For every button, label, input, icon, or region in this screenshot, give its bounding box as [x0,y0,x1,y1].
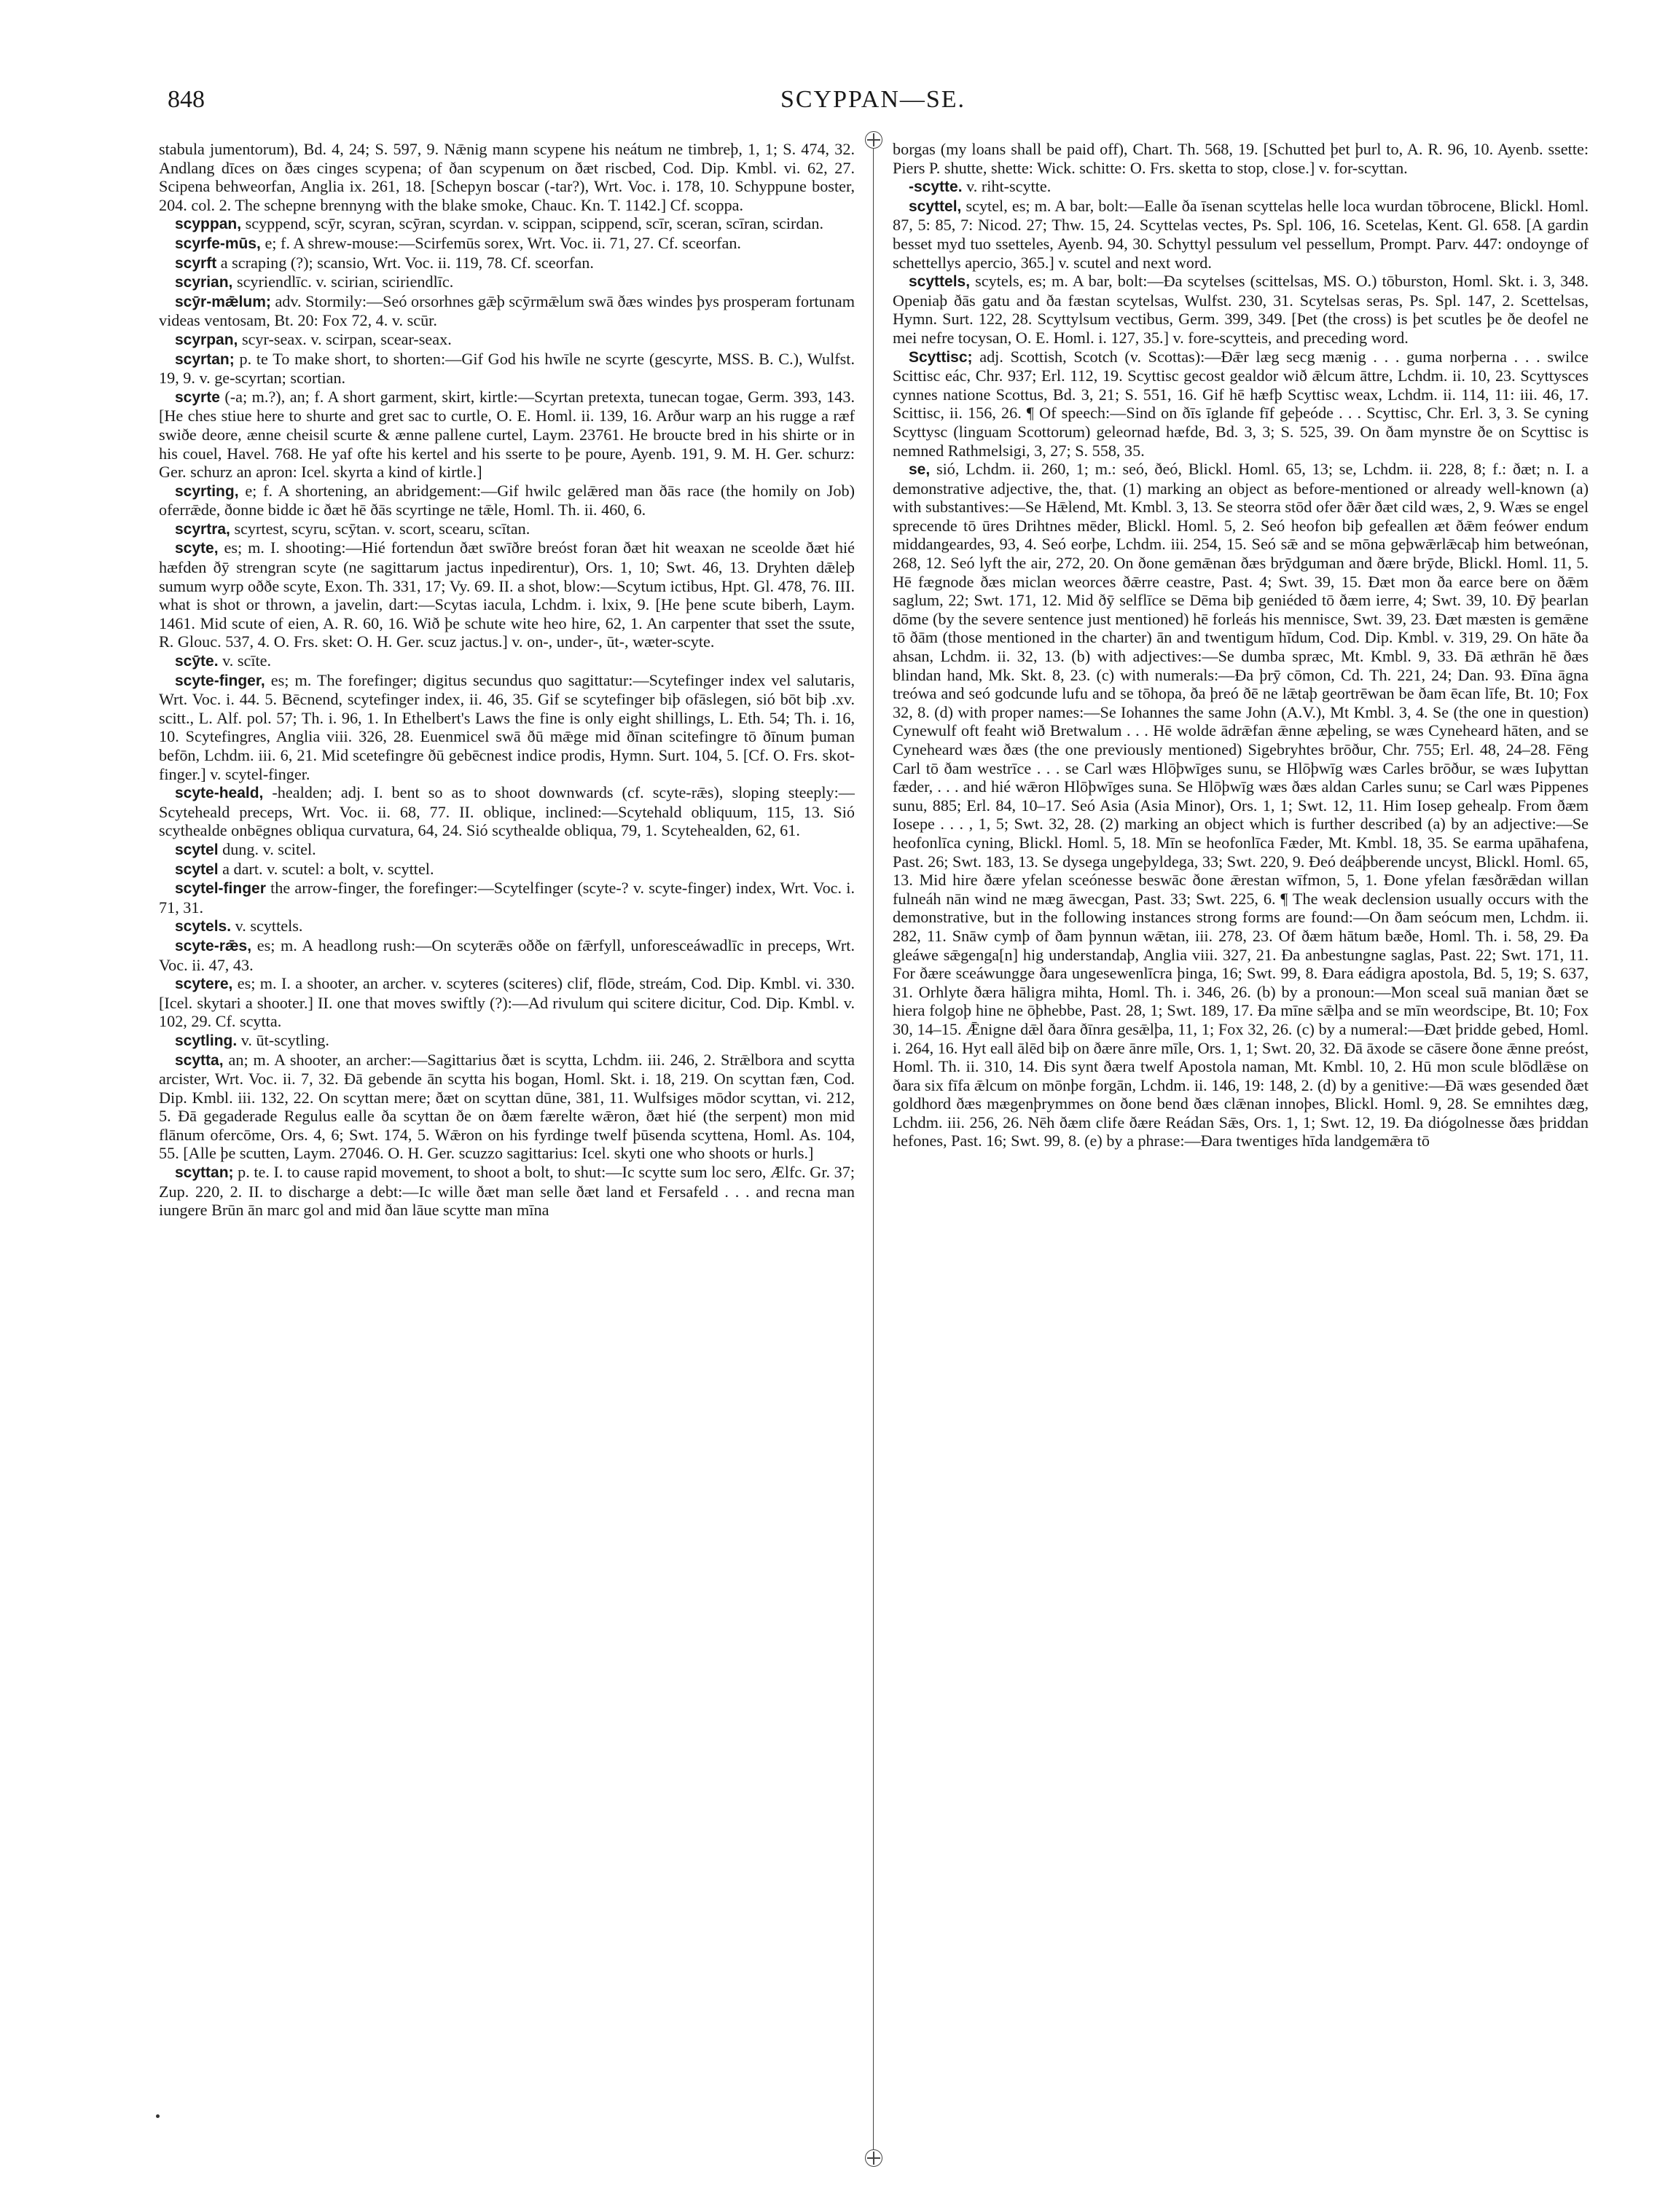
registration-mark-icon [865,2149,882,2167]
entry-text: es; m. The forefinger; digitus secundus quo sagittatur:—Scytefinger index vel salutaris, Wrt. Voc. i. 44. 5. Bēcnend, scytefinger index, ii. 46, 35. Gif se scytefinger biþ ofāslegen, sió bōt biþ .xv. scitt., L. Alf. pol. 57; Th. i. 96, 1. In Ethelbert's Laws the fine is only eight shillings, L. Eth. 54; Th. i. 16, 10. Scytefingres, Anglia viii. 326, 28. Euenmicel swā ðū mǣge mid ðīnan scitefingre tō ðīnum þuman befōn, Lchdm. iii. 6, 21. Mid scetefingre ðū gebēcnest indice prodis, Hymn. Surt. 104, 5. [Cf. O. Frs. skot-finger.] v. scytel-finger. [159,670,855,783]
dictionary-entry [159,860,855,879]
headword: scyrtan; [175,350,235,368]
dictionary-entry [159,350,855,388]
headword: se, [909,461,931,479]
running-head [168,86,1578,122]
dictionary-entry [159,254,855,273]
page-title: SCYPPAN—SE. [780,86,966,113]
entry-text: scyr-seax. v. scirpan, scear-seax. [238,329,452,348]
headword: scytel [175,860,219,878]
entry-text: adj. Scottish, Scotch (v. Scottas):—Ðǣr læg secg mænig . . . guma norþerna . . . swilce Scittisc eác, Chr. 937; Erl. 112, 19. Scyttisc gecost gealdor wið ǣlcum āttre, Lchdm. ii. 10, 23. Scyttysces cynnes natione Scottus, Bd. 3, 21; S. 551, 16. Gif hē hæfþ Scyttisc weax, Lchdm. ii. 114, 11: iii. 46, 17. Scittisc, ii. 156, 26. ¶ Of speech:—Sind on ðīs īglande fīf geþeóde . . . Scyttisc, Chr. Erl. 3, 3. Se cyning Scyttysc (linguam Scottorum) geleornad hæfde, Bd. 3, 3; S. 525, 39. On ðam mynstre ðe on Scyttisc is nemned Rathmelsigi, 3, 27; S. 558, 35. [893,347,1589,460]
headword: scyrfe-mūs, [175,235,261,252]
dictionary-entry [893,348,1589,460]
headword: scyttels, [909,273,971,291]
dictionary-entry [159,388,855,482]
dictionary-entry [159,783,855,840]
entry-text: scyrtest, scyru, scȳtan. v. scort, scearu, scītan. [230,519,530,538]
dictionary-entry [893,197,1589,272]
entry-text: v. scyttels. [231,917,303,936]
headword: scyppan, [175,216,242,233]
headword: scytel-finger [175,880,266,898]
dictionary-entry [159,840,855,860]
entry-text: an; m. A shooter, an archer:—Sagittarius ðæt is scytta, Lchdm. iii. 246, 2. Strǣlbora and scytta arcister, Wrt. Voc. ii. 7, 32. Ðā gebende ān scytta his bogan, Homl. Skt. i. 18, 219. On scyttan fæn, Cod. Dip. Kmbl. iii. 132, 22. On scyttan mere; ðæt on scyttan dūne, 381, 11. Wulfsiges mōdor scyttan, vi. 212, 5. Ðā gegaderade Regulus ealle ða scyttan ðe on ðæm færelte wǣron, ðæt hié (the serpent) mon mid flānum ofercōme, Ors. 4, 6; Swt. 174, 5. Wǣron on his fyrdinge twelf þūsenda scyttena, Homl. As. 104, 55. [Alle þe scutten, Laym. 27046. O. H. Ger. scuzzo sagittarius: Icel. skyti one who shoots or hurls.] [159,1050,855,1163]
dictionary-entry [159,1163,855,1220]
headword: scyrting, [175,482,239,500]
headword: scytling. [175,1032,238,1049]
entry-text: stabula jumentorum), Bd. 4, 24; S. 597, 9. Nǣnig mann scypene his neátum ne timbreþ, 1, 1; S. 474, 32. Andlang dīces on ðæs cinges scypena; of ðan scypenum on ðæt riscbed, Cod. Dip. Kmbl. vi. 62, 27. Scipena behweorfan, Anglia ix. 261, 18. [Schepyn boscar (-tar?), Wrt. Voc. i. 178, 10. Schyppune boster, 204. col. 2. The schepne brennyng with the blake smoke, Chauc. Kn. T. 1142.] Cf. scoppa. [159,140,855,214]
left-column [159,140,855,2173]
entry-text: p. te. I. to cause rapid movement, to shoot a bolt, to shut:—Ic scytte sum loc sero, Ælfc. Gr. 37; Zup. 220, 2. II. to discharge a debt:—Ic wille ðæt man selle ðæt land et Fersafeld . . . and recna man iungere Brūn ān marc gol and mid ðan lāue scytte man mīna [159,1163,855,1220]
entry-text: es; m. A headlong rush:—On scyterǣs oððe on fǣrfyll, unforesceáwadlīc in preceps, Wrt. Voc. ii. 47, 43. [159,936,855,974]
headword: scyrte [175,388,220,406]
dictionary-entry [159,234,855,254]
entry-text: borgas (my loans shall be paid off), Chart. Th. 568, 19. [Schutted þet þurl to, A. R. 96, 10. Ayenb. ssette: Piers P. shutte, shette: Wick. schitte: O. Frs. sketta to stop, close.] v. for-scyttan. [893,140,1589,177]
dictionary-entry [159,330,855,350]
headword: Scyttisc; [909,348,973,366]
headword: scyrpan, [175,331,238,348]
headword: scȳr-mǣlum; [175,293,271,310]
dictionary-entry [159,936,855,974]
entry-text: scyppend, scȳr, scyran, scȳran, scyrdan. v. scippan, scippend, scīr, sceran, scīran, scirdan. [241,214,824,233]
headword: scȳte. [175,653,219,670]
right-column [893,140,1589,2173]
entry-text: a dart. v. scutel: a bolt, v. scyttel. [218,859,434,878]
dictionary-entry [893,140,1589,177]
headword: scyte-rǣs, [175,937,252,954]
entry-text: p. te To make short, to shorten:—Gif God his hwīle ne scyrte (gescyrte, MSS. B. C.), Wulfst. 19, 9. v. ge-scyrtan; scortian. [159,349,855,388]
entry-text: es; m. I. a shooter, an archer. v. scyteres (sciteres) clif, flōde, streám, Cod. Dip. Kmbl. vi. 330. [Icel. skytari a shooter.] II. one that moves swiftly (?):—Ad rivulum qui scitere dicitur, Cod. Dip. Kmbl. v. 102, 29. Cf. scytta. [159,974,855,1031]
dictionary-entry [893,460,1589,1150]
entry-text: -healden; adj. I. bent so as to shoot downwards (cf. scyte-rǣs), sloping steeply:—Scyteheald preceps, Wrt. Voc. ii. 68, 77. II. oblique, inclined:—Scytehald obliquum, 115, 13. Sió scythealde onbēgnes obliqua curvatura, 64, 24. Sió scythealde obliqua, 79, 1. Scytehealden, 62, 61. [159,783,855,840]
dictionary-entry [159,519,855,539]
headword: -scytte. [909,179,963,196]
headword: scyte-heald, [175,785,264,802]
headword: scyrtra, [175,520,230,538]
entry-text: scytels, es; m. A bar, bolt:—Ða scytelses (scittelsas, MS. O.) tōburston, Homl. Skt. i. 3, 348. Openiaþ ðās gatu and ða fæstan scytelsas, Wulfst. 230, 31. Scytelsas seras, Ps. Spl. 147, 2. Scettelsas, Hymn. Surt. 122, 28. Scyttylsum vectibus, Germ. 399, 349. [Þet (the cross) is þet scutles þe ðe deofel ne mei nefre tocysan, O. E. Homl. i. 127, 35.] v. fore-scytteis, and preceding word. [893,272,1589,347]
entry-text: a scraping (?); scansio, Wrt. Voc. ii. 119, 78. Cf. sceorfan. [216,253,594,272]
headword: scyte-finger, [175,672,265,689]
dictionary-entry [159,917,855,936]
entry-text: v. ūt-scytling. [237,1030,329,1049]
entry-text: scyriendlīc. v. scirian, sciriendlīc. [232,272,454,291]
entry-text: dung. v. scitel. [218,839,316,858]
dictionary-entry [159,292,855,330]
headword: scytel [175,841,219,858]
dictionary-entry [159,651,855,671]
entry-text: (-a; m.?), an; f. A short garment, skirt, kirtle:—Scyrtan pretexta, tunecan togae, Germ. 393, 143. [He ches stiue here to shurte and gret sac to curtle, O. E. Homl. ii. 139, 16. Arður warp an his rugge a ræf swiðe deore, ænne cheisil scurte & ænne pallene curtel, Laym. 23761. He broucte bred in his shirte or in his couel, Havel. 768. He yaf ofte his kertel and his sserte to þe poure, Ayenb. 191, 9. M. H. Ger. schurz: Ger. schurz an apron: Icel. skyrta a kind of kirtle.] [159,387,855,482]
dictionary-entry [159,974,855,1031]
entry-text: e; f. A shortening, an abridgement:—Gif hwilc gelǣred man ðās race (the homily on Job) oferrǣde, ðonne bidde ic ðæt hē ðās scyrtinge ne tǣle, Homl. Th. ii. 460, 6. [159,481,855,519]
dictionary-entry [159,1031,855,1051]
headword: scyte, [175,540,219,557]
dictionary-entry [893,177,1589,197]
entry-text: the arrow-finger, the forefinger:—Scytelfinger (scyte-? v. scyte-finger) index, Wrt. Voc. i. 71, 31. [159,879,855,917]
page-number: 848 [168,86,205,113]
headword: scyrft [175,254,217,272]
entry-text: sió, Lchdm. ii. 260, 1; m.: seó, ðeó, Blickl. Homl. 65, 13; se, Lchdm. ii. 228, 8; f.: ðæt; n. I. a demonstrative adjective, the, that. (1) marking an object as before-mentioned or already well-known (a) with substantives:—Se Hǣlend, Mt. Kmbl. 3, 13. Se steorra stōd ofer ðǣr ðæt cild wæs, 2, 9. Wæs se engel sprecende tō ūres Drihtnes mēder, Blickl. Homl. 5, 2. Seó heofon biþ gefeallen æt ðǣm feówer endum middangeardes, 93, 4. Seó eorþe, Lchdm. iii. 254, 15. Seó sǣ and se mōna geþwǣrlǣcaþ him betweónan, 268, 12. Seó lyft the air, 272, 20. On ðone gemǣnan ðæs brȳdguman and ðære brȳde, Blickl. Homl. 11, 5. Hē fægnode ðæs miclan weorces ðǣrre ceastre, Past. 4; Swt. 39, 15. Ðæt mon ða earce bere on ðǣm saglum, 22; Swt. 171, 12. Mid ðȳ selflīce se Dēma biþ geniéded tō ðæm ierre, 4; Swt. 39, 10. Ðȳ þearlan dōme (by the severe sentence just mentioned) hē forleás his mennisce, Swt. 39, 23. Ðæt mæsten is gemǣne tō ðām (those mentioned in the charter) ān and twentigum hīdum, Cod. Dip. Kmbl. v. 319, 29. On hāte ða ahsan, Lchdm. ii. 32, 13. (b) with adjectives:—Se dumba spræc, Mt. Kmbl. 9, 33. Ðā æthrān hē ðæs blindan hand, Mk. Skt. 8, 23. (c) with numerals:—Ða þrȳ cōmon, Cd. Th. 221, 24; Dan. 93. Ðīna āgna treówa and seó godcunde lufu and se tōhopa, ða þreó ðē ne lǣtaþ geortrēwan be ðam ēcan līfe, Bt. 10; Fox 32, 8. (d) with proper names:—Se Iohannes the same John (A.V.), Mt Kmbl. 3, 4. Se (the one in question) Cynewulf oft feaht wið Bretwalum . . . Hē wolde ādrǣfan ǣnne æþeling, se wæs Cyneheard hāten, and se Cyneheard wæs ðæs (the one previously mentioned) Sigebryhtes brōður, Chr. 755; Erl. 48, 24–28. Fēng Carl tō ðam westrīce . . . se Carl wæs Hlōþwīges sunu, se Hlōþwīg wæs Carles brōður, se wæs Iuþyttan fæder, . . . and hié wǣron Hlōþwīges suna. Se Hlōþwīg wæs ðæs aldan Carles sunu; se Carl wæs Pippenes sunu, 885; Erl. 84, 10–17. Seó Asia (Asia Minor), Ors. 1, 1; Swt. 12, 11. Him Iosep gehealp. From ðæm Iosepe . . . , 1, 5; Swt. 32, 28. (2) marking an object which is further described (a) by an adjective:—Se heofonlīca cyning, Blickl. Homl. 5, 18. Mīn se heofonlīca Fæder, Mt. Kmbl. 18, 35. Se earma upāhafena, Past. 26; Swt. 183, 13. Se dysega ungeþyldega, 33; Swt. 220, 9. Ðeó deáþberende uncyst, Blickl. Homl. 65, 13. Mid hire ðære yfelan sceónesse beswāc ðone ǣrestan wīfmon, 5, 1. Ðone yfelan fæsðrǣdan willan fulneáh nān wind ne mæg āwecgan, Past. 33; Swt. 225, 6. ¶ The weak declension usually occurs with the demonstrative, but in the following instances strong forms are found:—On ðam seócum men, Lchdm. ii. 282, 11. Snāw cymþ of ðam þynnun wǣtan, iii. 278, 23. Of ðæm hātum bæðe, Homl. Th. i. 58, 29. Ða gleáwe sǣgenga[n] hig understandaþ, Anglia viii. 327, 21. Ða anbestungne saglas, Past. 22; Swt. 171, 11. For ðære sceáwunggе ðara ungesewenlīcra þinga, 16; Swt. 99, 8. Ðara eádigra apostola, Bd. 5, 19; S. 637, 31. Orhlyte ðæra hāligra mihta, Homl. Th. i. 346, 26. (b) by a pronoun:—Mon sceal suā manian ðæt se hiera folgoþ hine ne ōþhebbe, Past. 28, 1; Swt. 189, 17. Ða mīne sǣlþa and se mīn weordscipe, Bt. 10; Fox 30, 14–15. Ǣnigne dǣl ðara ðīnra gesǣlþa, 11, 1; Fox 32, 26. (c) by a numeral:—Ðæt þridde gebed, Homl. i. 264, 16. Hyt eall ālēd biþ on ðære ānre mīle, Ors. 1, 1; Swt. 20, 32. Ðā āxode se cāsere ðone ǣnne preóst, Homl. Th. ii. 310, 14. Ðis synt ðæra twelf Apostola naman, Mt. Kmbl. 10, 2. Hū mon scule blōdlǣse on ðara six fīfa ǣlcum on mōnþe forgān, Lchdm. ii. 146, 19: 148, 2. (d) by a genitive:—Ðā wæs gesended ðæt goldhord ðæs mægenþrymmes on ðone bend ðæs clǣnan innoþes, Blickl. Homl. 9, 28. Se emnihtes dæg, Lchdm. iii. 256, 26. Nēh ðæm clife ðære Reádan Sǣs, Ors. 1, 1; Swt. 12, 19. Ða diógolnesse ðæs þriddan hefones, Past. 16; Swt. 99, 8. (e) by a phrase:—Ðara twentiges hīda landgemǣra tō [893,460,1589,1150]
entry-text: es; m. I. shooting:—Hié fortendun ðæt swīðre breóst foran ðæt hit weaxan ne sceolde ðæt hié hæfden ðȳ strengran scyte (ne sagittarum jactus inpedirentur), Ors. 1, 10; Swt. 46, 13. Dryhten dǣleþ sumum wyrp oððe scyte, Exon. Th. 331, 17; Vy. 69. II. a shot, blow:—Scytum ictibus, Hpt. Gl. 478, 76. III. what is shot or thrown, a javelin, dart:—Scytas iacula, Lchdm. i. lxix, 9. [He þene scute biberh, Laym. 1461. Mid scute of eien, A. R. 60, 16. Wið þe schute wite heo hire, 62, 1. An carpenter that sset the ssute, R. Glouc. 537, 4. O. Frs. sket: O. H. Ger. scuz jactus.] v. on-, under-, ūt-, wæter-scyte. [159,538,855,651]
headword: scytels. [175,918,232,936]
dictionary-entry [159,482,855,519]
headword: scyrian, [175,274,233,291]
dictionary-entry [159,671,855,784]
dictionary-entry [159,140,855,214]
column-divider [873,138,874,2160]
dictionary-entry [159,272,855,292]
headword: scyttan; [175,1164,234,1182]
entry-text: adv. Stormily:—Seó orsorhnes gǣþ scȳrmǣlum swā ðæs windes þys prosperam fortunam videas ventosam, Bt. 20: Fox 72, 4. v. scūr. [159,291,855,330]
dictionary-entry [893,272,1589,347]
registration-mark-icon [865,131,882,149]
entry-text: e; f. A shrew-mouse:—Scirfemūs sorex, Wrt. Voc. ii. 71, 27. Cf. sceorfan. [260,233,741,252]
entry-text: v. scīte. [218,651,272,670]
entry-text: v. riht-scytte. [962,177,1052,196]
dictionary-entry [159,879,855,917]
entry-text: scytel, es; m. A bar, bolt:—Ealle ða īsenan scyttelas helle loca wurdan tōbrocene, Blickl. Homl. 87, 5: 85, 7: Nicod. 27; Thw. 15, 24. Scyttelas vectes, Ps. Spl. 106, 16. Scetelas, Kent. Gl. 658. [A gardin besset myd tuo ssetteles, Ayenb. 94, 30. Schyttyl pessulum vel pessellum, Prompt. Parv. 447: ondoynge of schettellys apercio, 365.] v. scutel and next word. [893,196,1589,272]
dictionary-entry [159,538,855,651]
dictionary-entry [159,1051,855,1164]
headword: scytere, [175,976,233,993]
dictionary-entry [159,214,855,234]
headword: scytta, [175,1051,224,1069]
headword: scyttel, [909,197,962,215]
